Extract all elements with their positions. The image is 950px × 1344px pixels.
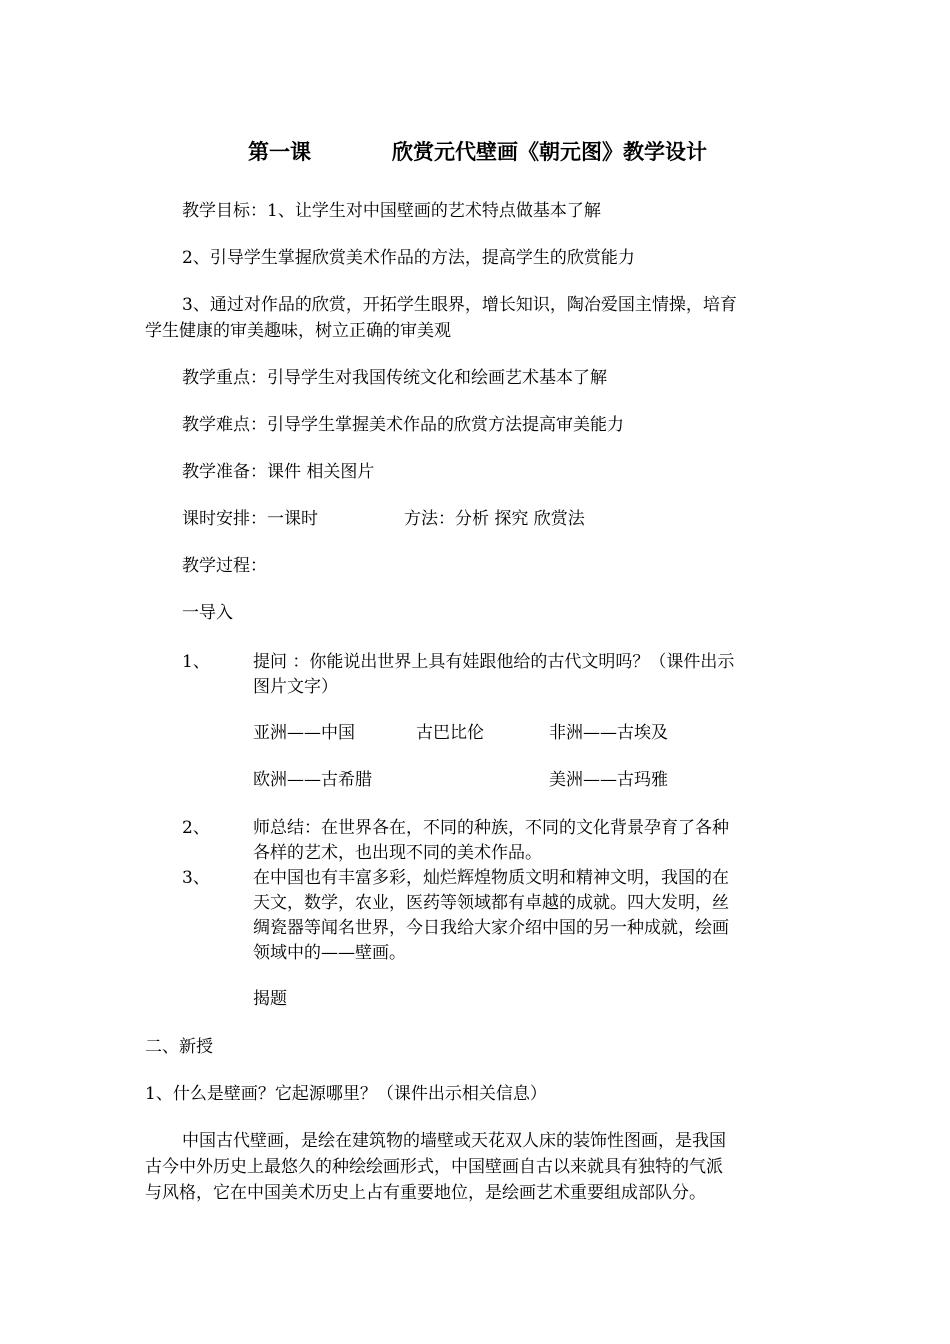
section1-heading: 一导入 [182,603,233,623]
civ-africa: 非洲——古埃及 [549,723,668,743]
item2-line1: 师总结：在世界各在，不同的种族，不同的文化背景孕育了各种 [253,818,729,838]
objective-3-line1: 3、通过对作品的欣赏，开拓学生眼界，增长知识，陶冶爱国主情操，培育 [182,295,737,315]
item2-line2: 各样的艺术，也出现不同的美术作品。 [253,843,542,863]
section2-heading: 二、新授 [145,1037,213,1057]
preparation: 教学准备：课件 相关图片 [182,462,375,482]
document-title: 欣赏元代壁画《朝元图》教学设计 [392,139,707,164]
process-label: 教学过程： [182,556,267,576]
civ-babylon: 古巴比伦 [416,723,484,743]
lesson-number: 第一课 [248,139,311,164]
paragraph-line1: 中国古代壁画，是绘在建筑物的墙壁或天花双人床的装饰性图画，是我国 [182,1131,726,1151]
schedule-time: 课时安排：一课时 [182,509,318,529]
objective-3-line2: 学生健康的审美趣味，树立正确的审美观 [145,321,451,341]
question-1: 1、什么是壁画？它起源哪里？（课件出示相关信息） [145,1084,547,1104]
civ-america: 美洲——古玛雅 [549,770,668,790]
item3-line4: 领域中的——壁画。 [253,943,406,963]
schedule-method: 方法：分析 探究 欣赏法 [404,509,585,529]
item3-line1: 在中国也有丰富多彩，灿烂辉煌物质文明和精神文明，我国的在 [253,868,729,888]
civ-europe: 欧洲——古希腊 [253,770,372,790]
item3-number: 3、 [182,868,210,888]
paragraph-line3: 与风格，它在中国美术历史上占有重要地位，是绘画艺术重要组成部队分。 [145,1183,706,1203]
item1-line2: 图片文字） [253,677,338,697]
item3-line2: 天文，数学，农业，医药等领域都有卓越的成就。四大发明，丝 [253,893,729,913]
item3-line3: 绸瓷器等闻名世界，今日我给大家介绍中国的另一种成就，绘画 [253,918,729,938]
civ-asia: 亚洲——中国 [253,723,355,743]
difficulty: 教学难点：引导学生掌握美术作品的欣赏方法提高审美能力 [182,415,624,435]
objective-1: 教学目标：1、让学生对中国壁画的艺术特点做基本了解 [182,201,601,221]
reveal-topic: 揭题 [253,989,287,1009]
paragraph-line2: 古今中外历史上最悠久的种绘绘画形式，中国壁画自古以来就具有独特的气派 [145,1157,723,1177]
objective-2: 2、引导学生掌握欣赏美术作品的方法，提高学生的欣赏能力 [182,248,635,268]
item1-number: 1、 [182,652,210,672]
key-point: 教学重点：引导学生对我国传统文化和绘画艺术基本了解 [182,368,607,388]
item2-number: 2、 [182,818,210,838]
item1-line1: 提问 ：你能说出世界上具有娃跟他给的古代文明吗？（课件出示 [253,652,735,672]
